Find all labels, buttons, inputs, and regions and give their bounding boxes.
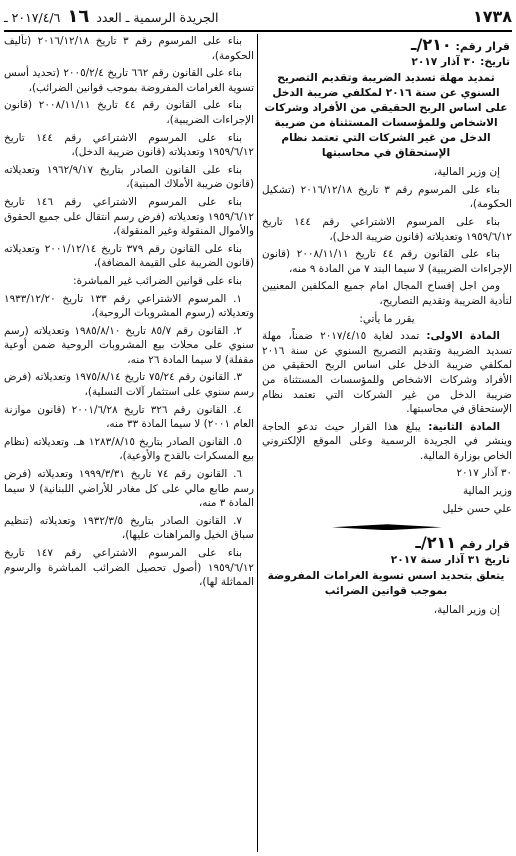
decision-210-heading <box>262 35 510 55</box>
decision-210-date: تاريخ: ٣٠ آذار ٢٠١٧ <box>411 55 510 68</box>
page-number: ١٧٣٨ <box>472 6 512 26</box>
list-item: ٦. القانون رقم ٧٤ تاريخ ١٩٩٩/٣/٣١ وتعديلاته (فرض رسم طابع مالي على كل مغادر للأراضي اللبنانية) لا سيما المادة ٣ منه، <box>4 468 254 510</box>
signature-name: علي حسن خليل <box>442 502 512 515</box>
column-divider <box>257 34 258 852</box>
article-2-title: المادة الثانية: <box>428 420 501 433</box>
list-item: ١. المرسوم الاشتراعي رقم ١٣٣ تاريخ ١٩٣٣/١٢/٢٠ وتعديلاته (رسوم المشروبات الروحية)، <box>4 292 254 320</box>
decision-210-preamble: إن وزير المالية، <box>433 166 500 179</box>
article-1-title: المادة الاولى: <box>426 330 500 343</box>
consideration-2: بناء على المرسوم الاشتراعي رقم ١٤٤ تاريخ ١٩٥٩/٦/١٢ وتعديلاته (قانون ضريبة الدخل)، <box>262 215 512 243</box>
decision-210-subject: تمديد مهلة تسديد الضريبة وتقديم التصريح السنوي عن سنة ٢٠١٦ لمكلفي ضريبة الدخل على اساس الربح الحقيقي من الأفراد وشركات الاشخاص وللمؤسسات المستثناة من ضريبة الدخل من غير الشركات التي تعتمد نظام الإستحقاق في محاسبتها <box>264 72 508 160</box>
consideration-4: ومن اجل إفساح المجال امام جميع المكلفين المعنيين لتأدية الضريبة وتقديم التصاريح، <box>262 280 512 307</box>
left-paragraph: بناء على القانون رقم ٦٦٢ تاريخ ٢٠٠٥/٢/٤ (تحديد أسس تسوية الغرامات المفروضة بموجب قوانين الضرائب)، <box>4 67 254 94</box>
left-paragraph: بناء على القانون رقم ٤٤ تاريخ ٢٠٠٨/١١/١١ (قانون الإجراءات الضريبية)، <box>4 99 254 126</box>
decision-number: ٢١٠/ـ <box>411 35 452 54</box>
gazette-title: الجريدة الرسمية ـ العدد <box>96 9 219 25</box>
gazette-issue-line <box>4 6 219 27</box>
article-2 <box>262 420 512 464</box>
left-paragraph: بناء على المرسوم الاشتراعي رقم ١٤٧ تاريخ ١٩٥٩/٦/١٢ (أصول تحصيل الضرائب المباشرة والرسوم المماثلة لها)، <box>4 547 254 589</box>
decides-line: يقرر ما يأتي: <box>359 312 415 325</box>
page-header <box>4 4 512 28</box>
decision-211-date: تاريخ ٣١ آذار سنة ٢٠١٧ <box>390 553 510 566</box>
decision-label: قرار رقم <box>459 538 510 552</box>
list-item: ٥. القانون الصادر بتاريخ ١٢٨٣/٨/١٥ هـ. وتعديلاته (نظام بيع المسكرات بالقدح والأوعية)، <box>4 435 254 463</box>
left-column <box>4 34 254 852</box>
left-paragraph: بناء على القانون رقم ٣٧٩ تاريخ ٢٠٠١/١٢/١٤ وتعديلاته (قانون الضريبة على القيمة المضافة)، <box>4 242 254 270</box>
decision-211-preamble: إن وزير المالية، <box>433 604 500 617</box>
article-1 <box>262 329 512 417</box>
decision-211-subject: يتعلق بتحديد اسس تسوية الغرامات المفروضة بموجب قوانين الضرائب <box>267 570 505 598</box>
left-paragraph: بناء على المرسوم الاشتراعي رقم ١٤٤ تاريخ ١٩٥٩/٦/١٢ وتعديلاته (قانون ضريبة الدخل)، <box>4 131 254 159</box>
left-paragraph: بناء على القانون الصادر بتاريخ ١٩٦٢/٩/١٧ وتعديلاته (قانون ضريبة الأملاك المبنية)، <box>4 163 254 191</box>
list-item: ٤. القانون رقم ٣٢٦ تاريخ ٢٠٠١/٦/٢٨ (قانون موازنة العام ٢٠٠١) لا سيما المادة ٣٣ منه، <box>4 403 254 431</box>
article-2-text: يبلغ هذا القرار حيث تدعو الحاجة وينشر في الجريدة الرسمية وعلى الموقع الإلكتروني الخاص بوزارة المالية. <box>262 420 512 462</box>
issue-date: ٢٠١٧/٤/٦ ـ <box>4 9 61 25</box>
left-paragraph: بناء على المرسوم الاشتراعي رقم ١٤٦ تاريخ ١٩٥٩/٦/١٢ وتعديلاته (فرض رسم انتقال على جميع الحقوق والأموال المنقولة وغير المنقولة)، <box>4 195 254 238</box>
header-rule <box>4 30 512 32</box>
issue-number: ١٦ <box>67 5 90 27</box>
left-paragraph: بناء على قوانين الضرائب غير المباشرة: <box>73 274 242 287</box>
decision-number: ٢١١/ـ <box>415 533 457 553</box>
decision-label: قرار رقم: <box>455 40 510 53</box>
signature-title: وزير المالية <box>462 485 512 498</box>
section-divider <box>262 524 512 530</box>
decision-211-heading <box>262 533 510 553</box>
consideration-1: بناء على المرسوم رقم ٣ تاريخ ٢٠١٦/١٢/١٨ (تشكيل الحكومة)، <box>262 183 512 211</box>
diamond-ornament <box>332 524 442 530</box>
list-item: ٧. القانون الصادر بتاريخ ١٩٣٢/٣/٥ وتعديلاته (تنظيم سباق الخيل والمراهنات عليها)، <box>4 514 254 542</box>
list-item: ٢. القانون رقم ٨٥/٧ تاريخ ١٩٨٥/٨/١٠ وتعديلاته (رسم سنوي على محلات بيع المشروبات الروحية ضمن أوعية مقفلة) لا سيما المادة ٢٦ منه، <box>4 324 254 366</box>
consideration-3: بناء على القانون رقم ٤٤ تاريخ ٢٠٠٨/١١/١١ (قانون الإجراءات الضريبية) لا سيما البند ٧ من المادة ٩ منه، <box>262 248 512 275</box>
signature-date: ٣٠ آذار ٢٠١٧ <box>456 467 512 480</box>
left-paragraph: بناء على المرسوم رقم ٣ تاريخ ٢٠١٦/١٢/١٨ (تأليف الحكومة)، <box>4 35 254 62</box>
list-item: ٣. القانون رقم ٧٥/٢٤ تاريخ ١٩٧٥/٨/١٤ وتعديلاته (فرض رسم سنوي على استثمار آلات التسلية)، <box>4 371 254 399</box>
article-1-text: تمدد لغاية ٢٠١٧/٤/١٥ ضمناً، مهلة تسديد الضريبة وتقديم التصريح السنوي عن سنة ٢٠١٦ لمكلفي ضريبة الدخل على اساس الربح الحقيقي من الأفراد وشركات الاشخاص وللمؤسسات المستثناة من ضريبة الدخل من غير الشركات التي تعتمد نظام الإستحقاق في محاسبتها. <box>262 330 512 416</box>
right-column <box>262 34 512 852</box>
